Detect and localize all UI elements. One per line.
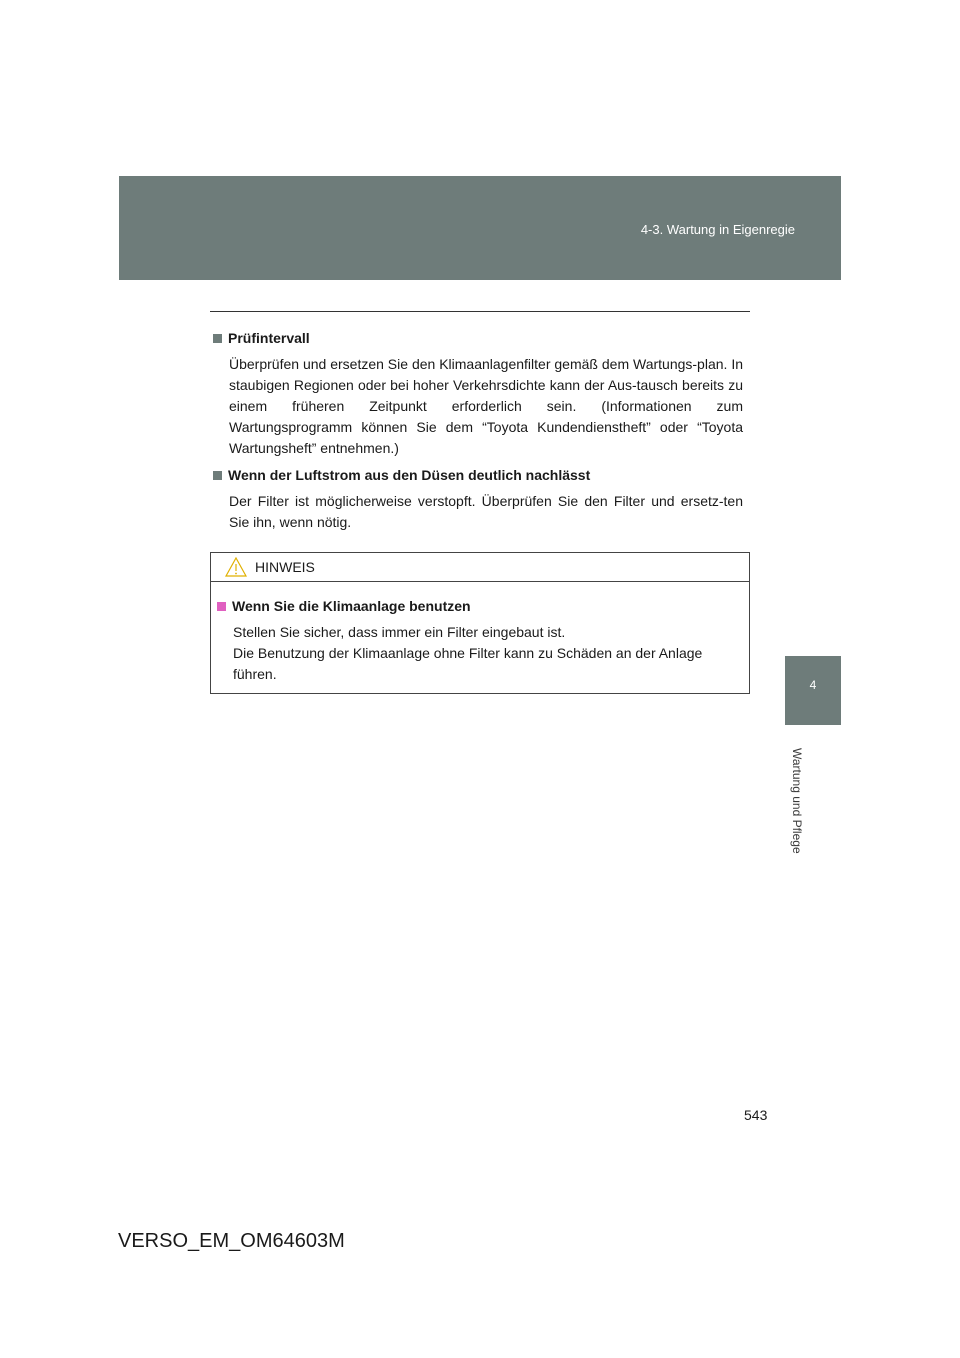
notice-body [211, 582, 749, 685]
main-content [213, 328, 743, 539]
chapter-tab [785, 656, 841, 725]
chapter-label: Wartung und Pflege [790, 748, 804, 854]
warning-triangle-icon [225, 557, 247, 577]
square-bullet-icon [217, 602, 226, 611]
section-body: Der Filter ist möglicherweise verstopft. Überprüfen Sie den Filter und ersetz-ten Sie ihn, wenn nötig. [229, 493, 743, 530]
section-body: Überprüfen und ersetzen Sie den Klimaanlagenfilter gemäß dem Wartungs-plan. In staubigen Regionen oder bei hoher Verkehrsdichte kann der Aus-tausch bereits zu einem früheren Zeitpunkt erforderlich sein. (Informationen zum Wartungsprogramm können Sie dem “Toyota Kundendienstheft” oder “Toyota Wartungsheft” entnehmen.) [229, 356, 743, 456]
section-title [213, 465, 743, 486]
notice-heading: HINWEIS [255, 559, 315, 575]
notice-box [210, 552, 750, 694]
section-header: 4-3. Wartung in Eigenregie [640, 222, 795, 237]
notice-text [217, 622, 743, 685]
section-title [213, 328, 743, 349]
notice-header [211, 553, 749, 582]
notice-line: Stellen Sie sicher, dass immer ein Filter eingebaut ist. [233, 624, 566, 640]
notice-title-text: Wenn Sie die Klimaanlage benutzen [232, 598, 471, 614]
divider [210, 311, 750, 312]
chapter-label-wrap [785, 735, 809, 867]
page-number: 543 [744, 1107, 768, 1123]
document-code: VERSO_EM_OM64603M [118, 1230, 345, 1252]
square-bullet-icon [213, 471, 222, 480]
notice-title [217, 596, 743, 617]
square-bullet-icon [213, 334, 222, 343]
section-title-text: Wenn der Luftstrom aus den Düsen deutlich nachlässt [228, 467, 591, 483]
section-title-text: Prüfintervall [228, 330, 310, 346]
chapter-number: 4 [809, 678, 817, 692]
header-band [119, 176, 841, 280]
notice-line: Die Benutzung der Klimaanlage ohne Filter kann zu Schäden an der Anlage führen. [233, 645, 703, 682]
